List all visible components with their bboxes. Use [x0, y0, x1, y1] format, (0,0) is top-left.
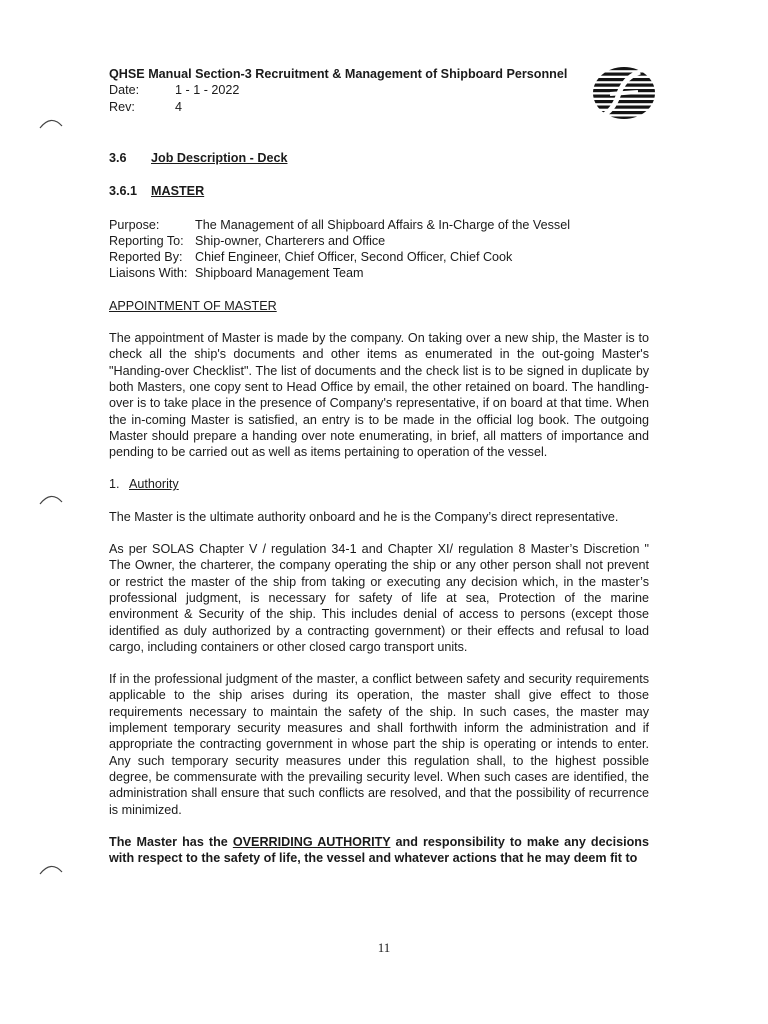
info-key: Purpose: [109, 217, 160, 232]
header-title: QHSE Manual Section-3 Recruitment & Management of Shipboard Personnel [109, 67, 568, 81]
para4-end: and responsibility to make any decisions with respect to the safety of life, the vessel and whatever actions that he may deem fit to [109, 834, 649, 866]
info-row [109, 265, 649, 281]
info-row [109, 233, 649, 249]
info-value: The Management of all Shipboard Affairs & In-Charge of the Vessel [195, 217, 571, 232]
header-rev-value: 4 [175, 99, 183, 114]
overriding-authority-emphasis: OVERRIDING AUTHORITY [232, 834, 391, 849]
info-row [109, 217, 649, 233]
appointment-paragraph: The appointment of Master is made by the company. On taking over a new ship, the Master is to check all the ship's documents and other items as enumerated in the out-going Master's "Handing-over Checklist". The list of documents and the check list is to be signed in duplicate by both Masters, one copy sent to Head Office by email, the other retained on board. The handling-over is to take place in the presence of Company's representative, if on board at that time. When the in-coming Master is satisfied, an entry is to be made in the official log book. The outgoing Master should prepare a handing over note enumerating, in brief, all matters of importance and pending to be carried out as well as items pertaining to operation of the vessel. [109, 331, 649, 460]
company-logo [588, 62, 660, 122]
subsection-number: 3.6.1 [109, 184, 138, 199]
section-title: Job Description - Deck [151, 151, 288, 165]
info-block [109, 217, 649, 282]
header-rev-row [109, 99, 589, 115]
appointment-heading: APPOINTMENT OF MASTER [109, 298, 277, 313]
para4-start: The Master has the [109, 834, 233, 849]
header-date-value: 1 - 1 - 2022 [175, 83, 240, 98]
section-heading [109, 150, 649, 166]
header-date-row [109, 82, 589, 98]
info-key: Reported By: [109, 250, 183, 265]
authority-paragraph-1: The Master is the ultimate authority onboard and he is the Company’s direct representative. [109, 509, 619, 524]
authority-paragraph-3: If in the professional judgment of the master, a conflict between safety and security requirements applicable to the ship arises during its operation, the master shall give effect to those requirements necessary to maintain the safety of the ship. In such cases, the master may implement temporary security measures and shall forthwith inform the administration and if appropriate the contracting government in whose part the ship is operating or intends to enter. Any such temporary security measures under this regulation shall, to the highest possible degree, be commensurate with the prevailing security level. When such cases are identified, the administration shall ensure that such conflicts are resolved, and that the possibility of recurrence is minimized. [109, 672, 649, 817]
punch-hole-mark [38, 862, 64, 876]
info-value: Chief Engineer, Chief Officer, Second Officer, Chief Cook [195, 250, 513, 265]
section-number: 3.6 [109, 151, 127, 165]
authority-paragraph-2: As per SOLAS Chapter V / regulation 34-1 and Chapter XI/ regulation 8 Master’s Discretion " The Owner, the charterer, the company operating the ship or any other person shall not prevent or restrict the master of the ship from taking or executing any decision which, in the master’s professional judgment, is necessary for safety of life at sea, Protection of the marine environment & Security of the ship. This includes denial of access to persons (except those identified as duly authorized by a contracting government) or their effects and refusal to load cargo, including containers or other closed cargo transport units. [109, 542, 649, 654]
authority-title: Authority [129, 477, 179, 492]
punch-hole-mark [38, 116, 64, 130]
subsection-heading [109, 183, 649, 199]
info-row [109, 249, 649, 265]
page-number: 11 [377, 940, 391, 955]
subsection-title: MASTER [151, 184, 205, 199]
info-value: Shipboard Management Team [195, 266, 364, 281]
authority-number: 1. [109, 477, 120, 492]
info-value: Ship-owner, Charterers and Office [195, 233, 386, 248]
header-date-label: Date: [109, 83, 140, 98]
info-key: Reporting To: [109, 233, 184, 248]
document-header [109, 66, 589, 115]
info-key: Liaisons With: [109, 266, 188, 281]
punch-hole-mark [38, 492, 64, 506]
overriding-authority-paragraph [109, 834, 649, 867]
authority-heading [109, 476, 649, 492]
header-rev-label: Rev: [109, 99, 135, 114]
document-body [109, 150, 649, 866]
